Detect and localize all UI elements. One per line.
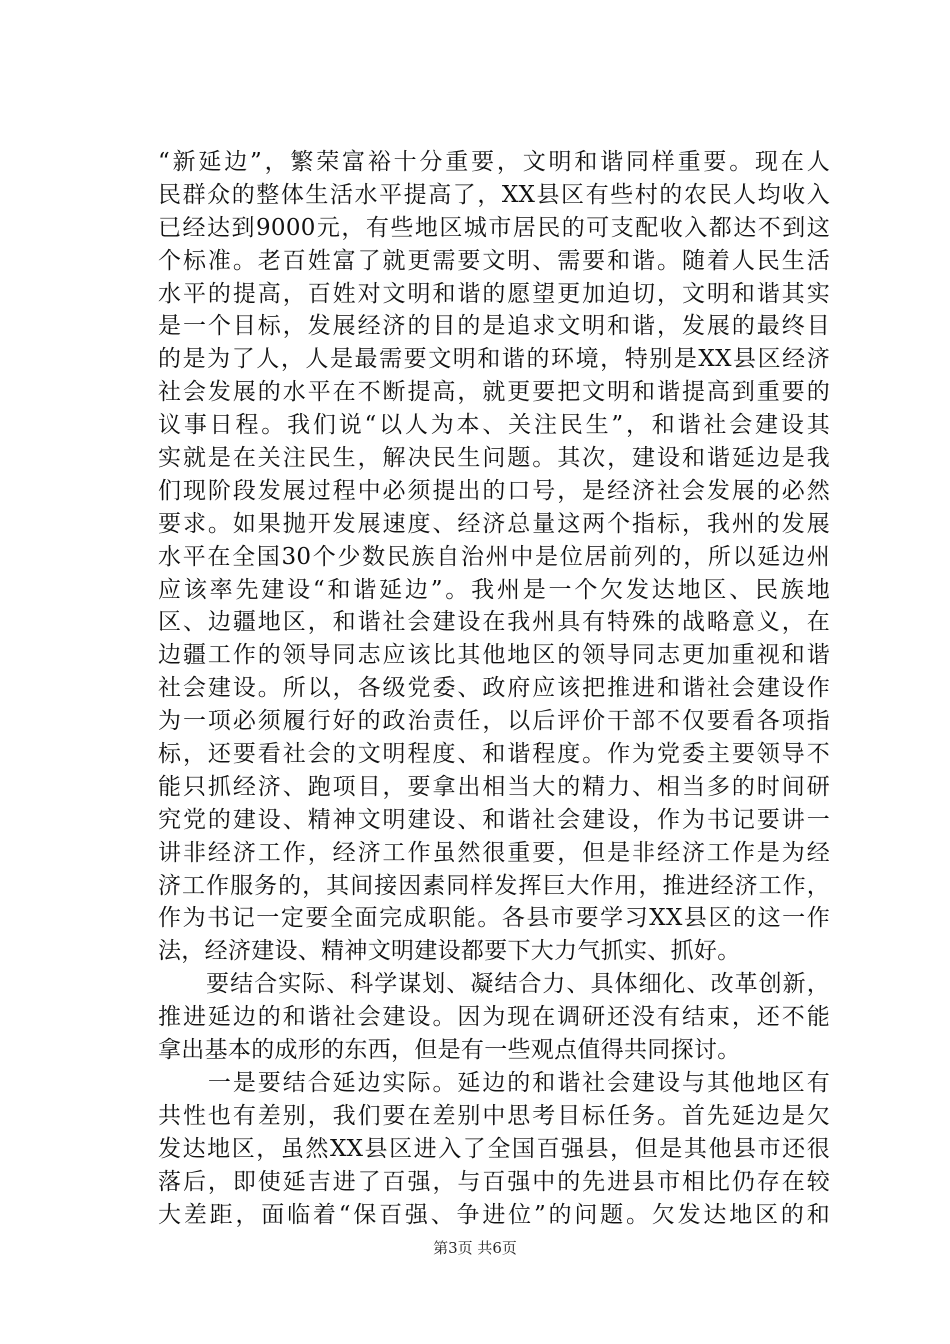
text-line: 水平的提高，百姓对文明和谐的愿望更加迫切，文明和谐其实 (158, 280, 830, 307)
text-line: 民群众的整体生活水平提高了，XX县区有些村的农民人均收入 (158, 181, 830, 208)
text-line: 议事日程。我们说“以人为本、关注民生”，和谐社会建设其 (158, 412, 830, 439)
text-line: 应该率先建设“和谐延边”。我州是一个欠发达地区、民族地 (158, 576, 830, 603)
text-line: 一是要结合延边实际。延边的和谐社会建设与其他地区有 (158, 1069, 830, 1096)
text-line: 们现阶段发展过程中必须提出的口号，是经济社会发展的必然 (158, 477, 830, 504)
text-line: 法，经济建设、精神文明建设都要下大力气抓实、抓好。 (158, 938, 741, 965)
text-line: 作为书记一定要全面完成职能。各县市要学习XX县区的这一作 (158, 905, 830, 932)
text-line: 为一项必须履行好的政治责任，以后评价干部不仅要看各项指 (158, 708, 830, 735)
text-line: 实就是在关注民生，解决民生问题。其次，建设和谐延边是我 (158, 445, 830, 472)
text-line: 推进延边的和谐社会建设。因为现在调研还没有结束，还不能 (158, 1004, 830, 1031)
text-line: 水平在全国30个少数民族自治州中是位居前列的，所以延边州 (158, 543, 830, 570)
text-line: 已经达到9000元，有些地区城市居民的可支配收入都达不到这 (158, 214, 830, 241)
text-line: 社会建设。所以，各级党委、政府应该把推进和谐社会建设作 (158, 675, 830, 702)
text-line: 共性也有差别，我们要在差别中思考目标任务。首先延边是欠 (158, 1102, 830, 1129)
body-text (158, 146, 830, 1231)
text-line: 是一个目标，发展经济的目的是追求文明和谐，发展的最终目 (158, 313, 830, 340)
text-line: 讲非经济工作，经济工作虽然很重要，但是非经济工作是为经 (158, 839, 830, 866)
text-line: 能只抓经济、跑项目，要拿出相当大的精力、相当多的时间研 (158, 773, 830, 800)
text-line: 标，还要看社会的文明程度、和谐程度。作为党委主要领导不 (158, 741, 830, 768)
text-line: 社会发展的水平在不断提高，就更要把文明和谐提高到重要的 (158, 379, 830, 406)
text-line: 要求。如果抛开发展速度、经济总量这两个指标，我州的发展 (158, 510, 830, 537)
text-line: 要结合实际、科学谋划、凝结合力、具体细化、改革创新， (158, 971, 830, 998)
text-line: 拿出基本的成形的东西，但是有一些观点值得共同探讨。 (158, 1037, 741, 1064)
text-line: 的是为了人，人是最需要文明和谐的环境，特别是XX县区经济 (158, 346, 830, 373)
text-line: 发达地区，虽然XX县区进入了全国百强县，但是其他县市还很 (158, 1135, 830, 1162)
text-line: 济工作服务的，其间接因素同样发挥巨大作用，推进经济工作， (158, 872, 830, 899)
text-line: 边疆工作的领导同志应该比其他地区的领导同志更加重视和谐 (158, 642, 830, 669)
text-line: “新延边”，繁荣富裕十分重要，文明和谐同样重要。现在人 (158, 149, 830, 175)
text-line: 究党的建设、精神文明建设、和谐社会建设，作为书记要讲一 (158, 806, 830, 833)
text-line: 大差距，面临着“保百强、争进位”的问题。欠发达地区的和 (158, 1201, 830, 1228)
text-line: 落后，即使延吉进了百强，与百强中的先进县市相比仍存在较 (158, 1168, 830, 1195)
page-number-footer: 第3页 共6页 (433, 1239, 517, 1257)
text-line: 个标准。老百姓富了就更需要文明、需要和谐。随着人民生活 (158, 247, 830, 274)
text-line: 区、边疆地区，和谐社会建设在我州具有特殊的战略意义，在 (158, 609, 830, 636)
